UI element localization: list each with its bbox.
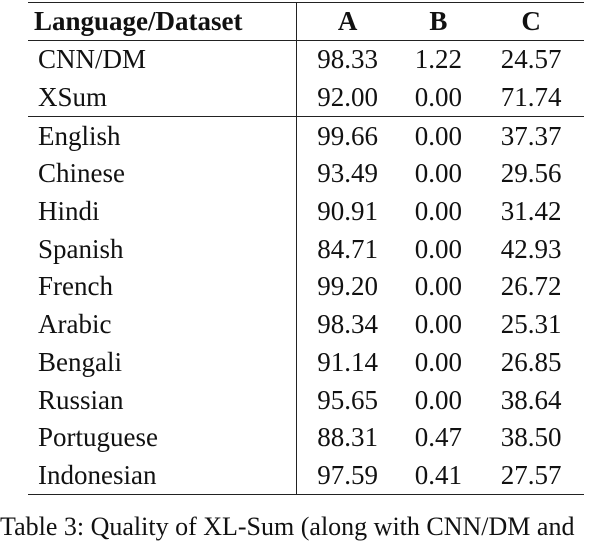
row-value-c: 38.50 [500, 422, 562, 453]
table-row [28, 344, 584, 382]
row-value-a: 98.33 [317, 44, 378, 75]
table-row [28, 193, 584, 231]
row-value-b: 1.22 [414, 44, 462, 75]
header-language-dataset: Language/Dataset [28, 3, 296, 41]
row-name: Spanish [28, 230, 296, 268]
table-row [28, 230, 584, 268]
row-value-b: 0.00 [398, 117, 478, 155]
row-value-a: 91.14 [317, 346, 378, 377]
table-caption: Table 3: Quality of XL-Sum (along with CNN/DM and [0, 512, 575, 541]
row-value-b: 0.00 [414, 271, 462, 302]
row-value-a: 88.31 [317, 422, 378, 453]
row-value-c: 31.42 [500, 196, 562, 227]
row-value-a: 98.34 [317, 309, 378, 340]
table-row [28, 41, 584, 79]
row-value-b: 0.00 [414, 82, 462, 113]
row-value-b: 0.00 [414, 196, 462, 227]
row-value-c: 24.57 [500, 44, 562, 75]
results-table-container [28, 2, 584, 495]
row-value-b: 0.41 [398, 457, 478, 495]
row-value-c: 37.37 [478, 117, 584, 155]
row-name: Indonesian [28, 457, 296, 495]
row-value-c: 38.64 [500, 384, 562, 415]
row-value-b: 0.47 [414, 422, 462, 453]
row-value-c: 26.72 [500, 271, 562, 302]
row-name: CNN/DM [28, 41, 296, 79]
header-c: C [478, 3, 584, 41]
row-name: Bengali [28, 344, 296, 382]
row-name: Hindi [28, 193, 296, 231]
row-value-b: 0.00 [414, 309, 462, 340]
row-value-a: 84.71 [317, 233, 378, 264]
row-name: English [28, 117, 296, 155]
header-a: A [296, 3, 398, 41]
row-name: French [28, 268, 296, 306]
row-value-a: 97.59 [296, 457, 398, 495]
row-value-a: 93.49 [317, 158, 378, 189]
row-name: Chinese [28, 155, 296, 193]
row-name: Arabic [28, 306, 296, 344]
table-header-row [28, 3, 584, 41]
table-row [28, 79, 584, 117]
row-value-a: 99.20 [317, 271, 378, 302]
table-row [28, 381, 584, 419]
row-value-a: 99.66 [296, 117, 398, 155]
row-value-c: 27.57 [478, 457, 584, 495]
header-b: B [398, 3, 478, 41]
table-row [28, 306, 584, 344]
row-value-c: 26.85 [500, 346, 562, 377]
table-row [28, 268, 584, 306]
row-value-a: 95.65 [317, 384, 378, 415]
row-value-b: 0.00 [414, 158, 462, 189]
table-row [28, 155, 584, 193]
table-row [28, 419, 584, 457]
row-name: XSum [28, 79, 296, 117]
row-value-c: 25.31 [500, 309, 562, 340]
row-value-b: 0.00 [414, 346, 462, 377]
row-value-a: 92.00 [317, 82, 378, 113]
results-table [28, 2, 584, 495]
row-name: Portuguese [28, 419, 296, 457]
row-value-c: 29.56 [500, 158, 562, 189]
row-name: Russian [28, 381, 296, 419]
row-value-b: 0.00 [414, 384, 462, 415]
row-value-c: 42.93 [500, 233, 562, 264]
row-value-b: 0.00 [414, 233, 462, 264]
table-row [28, 117, 584, 155]
row-value-a: 90.91 [317, 196, 378, 227]
row-value-c: 71.74 [500, 82, 562, 113]
table-row [28, 457, 584, 495]
